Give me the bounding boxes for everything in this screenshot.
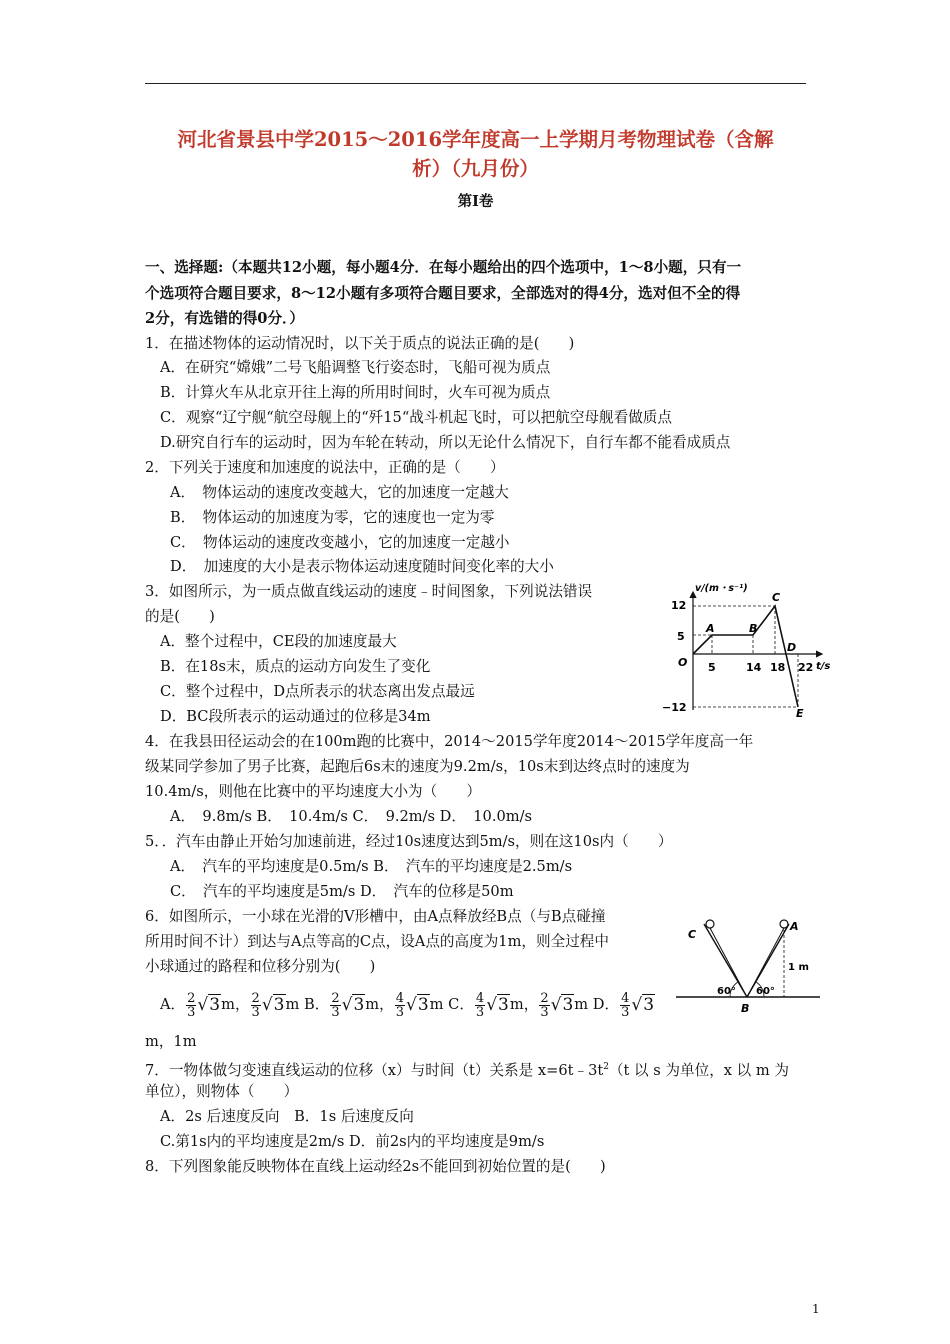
q4-stem-line-3: 10.4m/s，则他在比赛中的平均速度大小为（ ） [145, 783, 482, 800]
q5-options-ab: A． 汽车的平均速度是0.5m/s B． 汽车的平均速度是2.5m/s [170, 858, 573, 875]
q1-option-a: A．在研究“嫦娥”二号飞船调整飞行姿态时，飞船可视为质点 [160, 359, 551, 376]
q7-stem-line-1: 7．一物体做匀变速直线运动的位移（x）与时间（t）关系是 $x=6t﹣3t^2(t$ 以 s 为单位，x 以 m 为 [145, 1061, 789, 1079]
q3-graph-point-c: C [772, 591, 781, 604]
sqrt-symbol: √3 [486, 995, 509, 1015]
q1-option-d: D.研究自行车的运动时，因为车轮在转动，所以无论什么情况下，自行车都不能看成质点 [160, 434, 731, 451]
sqrt-symbol: √3 [550, 995, 574, 1015]
q1-option-b: B．计算火车从北京开往上海的所用时间时，火车可视为质点 [160, 384, 551, 401]
sqrt-symbol: √3 [406, 995, 429, 1015]
volume-heading: 第Ⅰ卷 [457, 193, 494, 210]
q7-stem-line-2: 单位），则物体（ ） [145, 1083, 299, 1100]
q3-option-d: D．BC段所表示的运动通过的位移是34m [160, 708, 431, 725]
q6-option-d-tail: m，1m [145, 1033, 197, 1050]
q6-stem-line-1: 6．如图所示，一小球在光滑的V形槽中，由A点释放经B点（与B点碰撞 [145, 908, 606, 925]
q1-stem: 1．在描述物体的运动情况时，以下关于质点的说法正确的是( ) [145, 335, 575, 352]
q3-graph-ytick-12: 12 [671, 599, 687, 612]
header-rule [145, 83, 806, 84]
q4-options: A． 9.8m/s B． 10.4m/s C． 9.2m/s D． 10.0m/s [170, 808, 532, 825]
q3-option-c: C．整个过程中，D点所表示的状态离出发点最远 [160, 683, 475, 700]
q7-options-ab: A．2s 后速度反向 B．1s 后速度反向 [160, 1108, 414, 1125]
q6-label-b: B [741, 1002, 750, 1015]
q2-option-b: B． 物体运动的加速度为零，它的速度也一定为零 [170, 509, 495, 526]
q6-label-a: A [790, 920, 799, 933]
q3-graph-xtick-14: 14 [746, 661, 762, 674]
fraction: $\frac{4}{3}$ [395, 990, 404, 1020]
q3-graph-point-e: E [796, 707, 804, 718]
q3-option-b: B．在18s末，质点的运动方向发生了变化 [160, 658, 431, 675]
q3-graph-point-a: A [706, 622, 715, 635]
q3-stem-line-2: 的是( ) [145, 608, 215, 625]
q6-stem-line-3: 小球通过的路程和位移分别为( ) [145, 958, 376, 975]
q6-label-c: C [688, 928, 697, 941]
page-number: 1 [812, 1302, 820, 1316]
q7-options-cd: C.第1s内的平均速度是2m/s D．前2s内的平均速度是9m/s [160, 1133, 545, 1150]
q2-stem: 2．下列关于速度和加速度的说法中，正确的是（ ） [145, 459, 505, 476]
section-intro-line-1: 一、选择题:（本题共12小题，每小题4分．在每小题给出的四个选项中，1～8小题，只有一 [145, 259, 742, 276]
page-title [145, 125, 806, 183]
section-intro-line-3: 2分，有选错的得0分．） [145, 310, 304, 327]
q3-velocity-time-graph [662, 580, 838, 718]
q3-graph-point-b: B [749, 622, 758, 635]
sqrt-symbol: √3 [631, 995, 655, 1015]
fraction: $\frac{4}{3}$ [621, 990, 630, 1020]
q6-options: A． $\frac{2}{3}$ √3m， $\frac{2}{3}$ √3m B． $\frac{2}{3}$ √3m， $\frac{4}{3}$ √3m C． $\frac{4}{3}$ √3m， $\frac{2}{3}$ √3m D． $\frac{4}{3}$ √3 [160, 990, 655, 1020]
q1-option-c: C．观察“辽宁舰“航空母舰上的“歼15“战斗机起飞时，可以把航空母舰看做质点 [160, 409, 672, 426]
q5-options-cd: C． 汽车的平均速度是5m/s D． 汽车的位移是50m [170, 883, 514, 900]
q3-graph-ytick-neg12: −12 [662, 701, 687, 714]
fraction: $\frac{2}{3}$ [331, 990, 340, 1020]
q3-graph-xtick-22: 22 [798, 661, 814, 674]
q2-option-d: D． 加速度的大小是表示物体运动速度随时间变化率的大小 [170, 558, 554, 575]
sqrt-symbol: √3 [261, 995, 285, 1015]
title-line-2: 析）（九月份） [412, 157, 539, 180]
q6-label-angle-left: 60° [717, 986, 736, 997]
q6-ball-at-a [780, 920, 788, 928]
fraction: $\frac{2}{3}$ [187, 990, 196, 1020]
fraction: $\frac{2}{3}$ [251, 990, 260, 1020]
q6-ball-at-c [706, 920, 714, 928]
q3-graph-ytick-5: 5 [677, 630, 685, 643]
q3-graph-origin: O [678, 656, 688, 669]
q8-stem: 8．下列图象能反映物体在直线上运动经2s不能回到初始位置的是( ) [145, 1158, 606, 1175]
sqrt-symbol: √3 [197, 995, 221, 1015]
q4-stem-line-2: 级某同学参加了男子比赛，起跑后6s末的速度为9.2m/s，10s末到达终点时的速度为 [145, 758, 690, 775]
q3-stem-line-1: 3．如图所示，为一质点做直线运动的速度﹣时间图象，下列说法错误 [145, 583, 593, 600]
q3-graph-xlabel: t/s [816, 661, 831, 672]
q2-option-c: C． 物体运动的速度改变越小，它的加速度一定越小 [170, 534, 510, 551]
q6-v-groove-figure [674, 912, 822, 1016]
q3-graph-point-d: D [787, 641, 797, 654]
q2-option-a: A． 物体运动的速度改变越大，它的加速度一定越大 [170, 484, 509, 501]
q3-graph-xtick-5: 5 [708, 661, 716, 674]
q6-label-height: 1 m [788, 962, 809, 973]
q4-stem-line-1: 4．在我县田径运动会的在100m跑的比赛中，2014～2015学年度2014～2015学年度高一年 [145, 733, 754, 750]
fraction: $\frac{2}{3}$ [540, 990, 549, 1020]
q5-stem: 5．．汽车由静止开始匀加速前进，经过10s速度达到5m/s，则在这10s内（ ） [145, 833, 673, 850]
q6-label-angle-right: 60° [756, 986, 775, 997]
q3-option-a: A．整个过程中，CE段的加速度最大 [160, 633, 397, 650]
q3-graph-xtick-18: 18 [770, 661, 786, 674]
q6-stem-line-2: 所用时间不计）到达与A点等高的C点，设A点的高度为1m，则全过程中 [145, 933, 609, 950]
q3-graph-ylabel: v/(m・s⁻¹) [695, 583, 748, 594]
title-line-1: 河北省景县中学2015～2016学年度高一上学期月考物理试卷（含解 [177, 128, 774, 151]
section-intro-line-2: 个选项符合题目要求，8～12小题有多项符合题目要求，全部选对的得4分，选对但不全的得 [145, 285, 741, 302]
fraction: $\frac{4}{3}$ [475, 990, 485, 1020]
sqrt-symbol: √3 [341, 995, 365, 1015]
